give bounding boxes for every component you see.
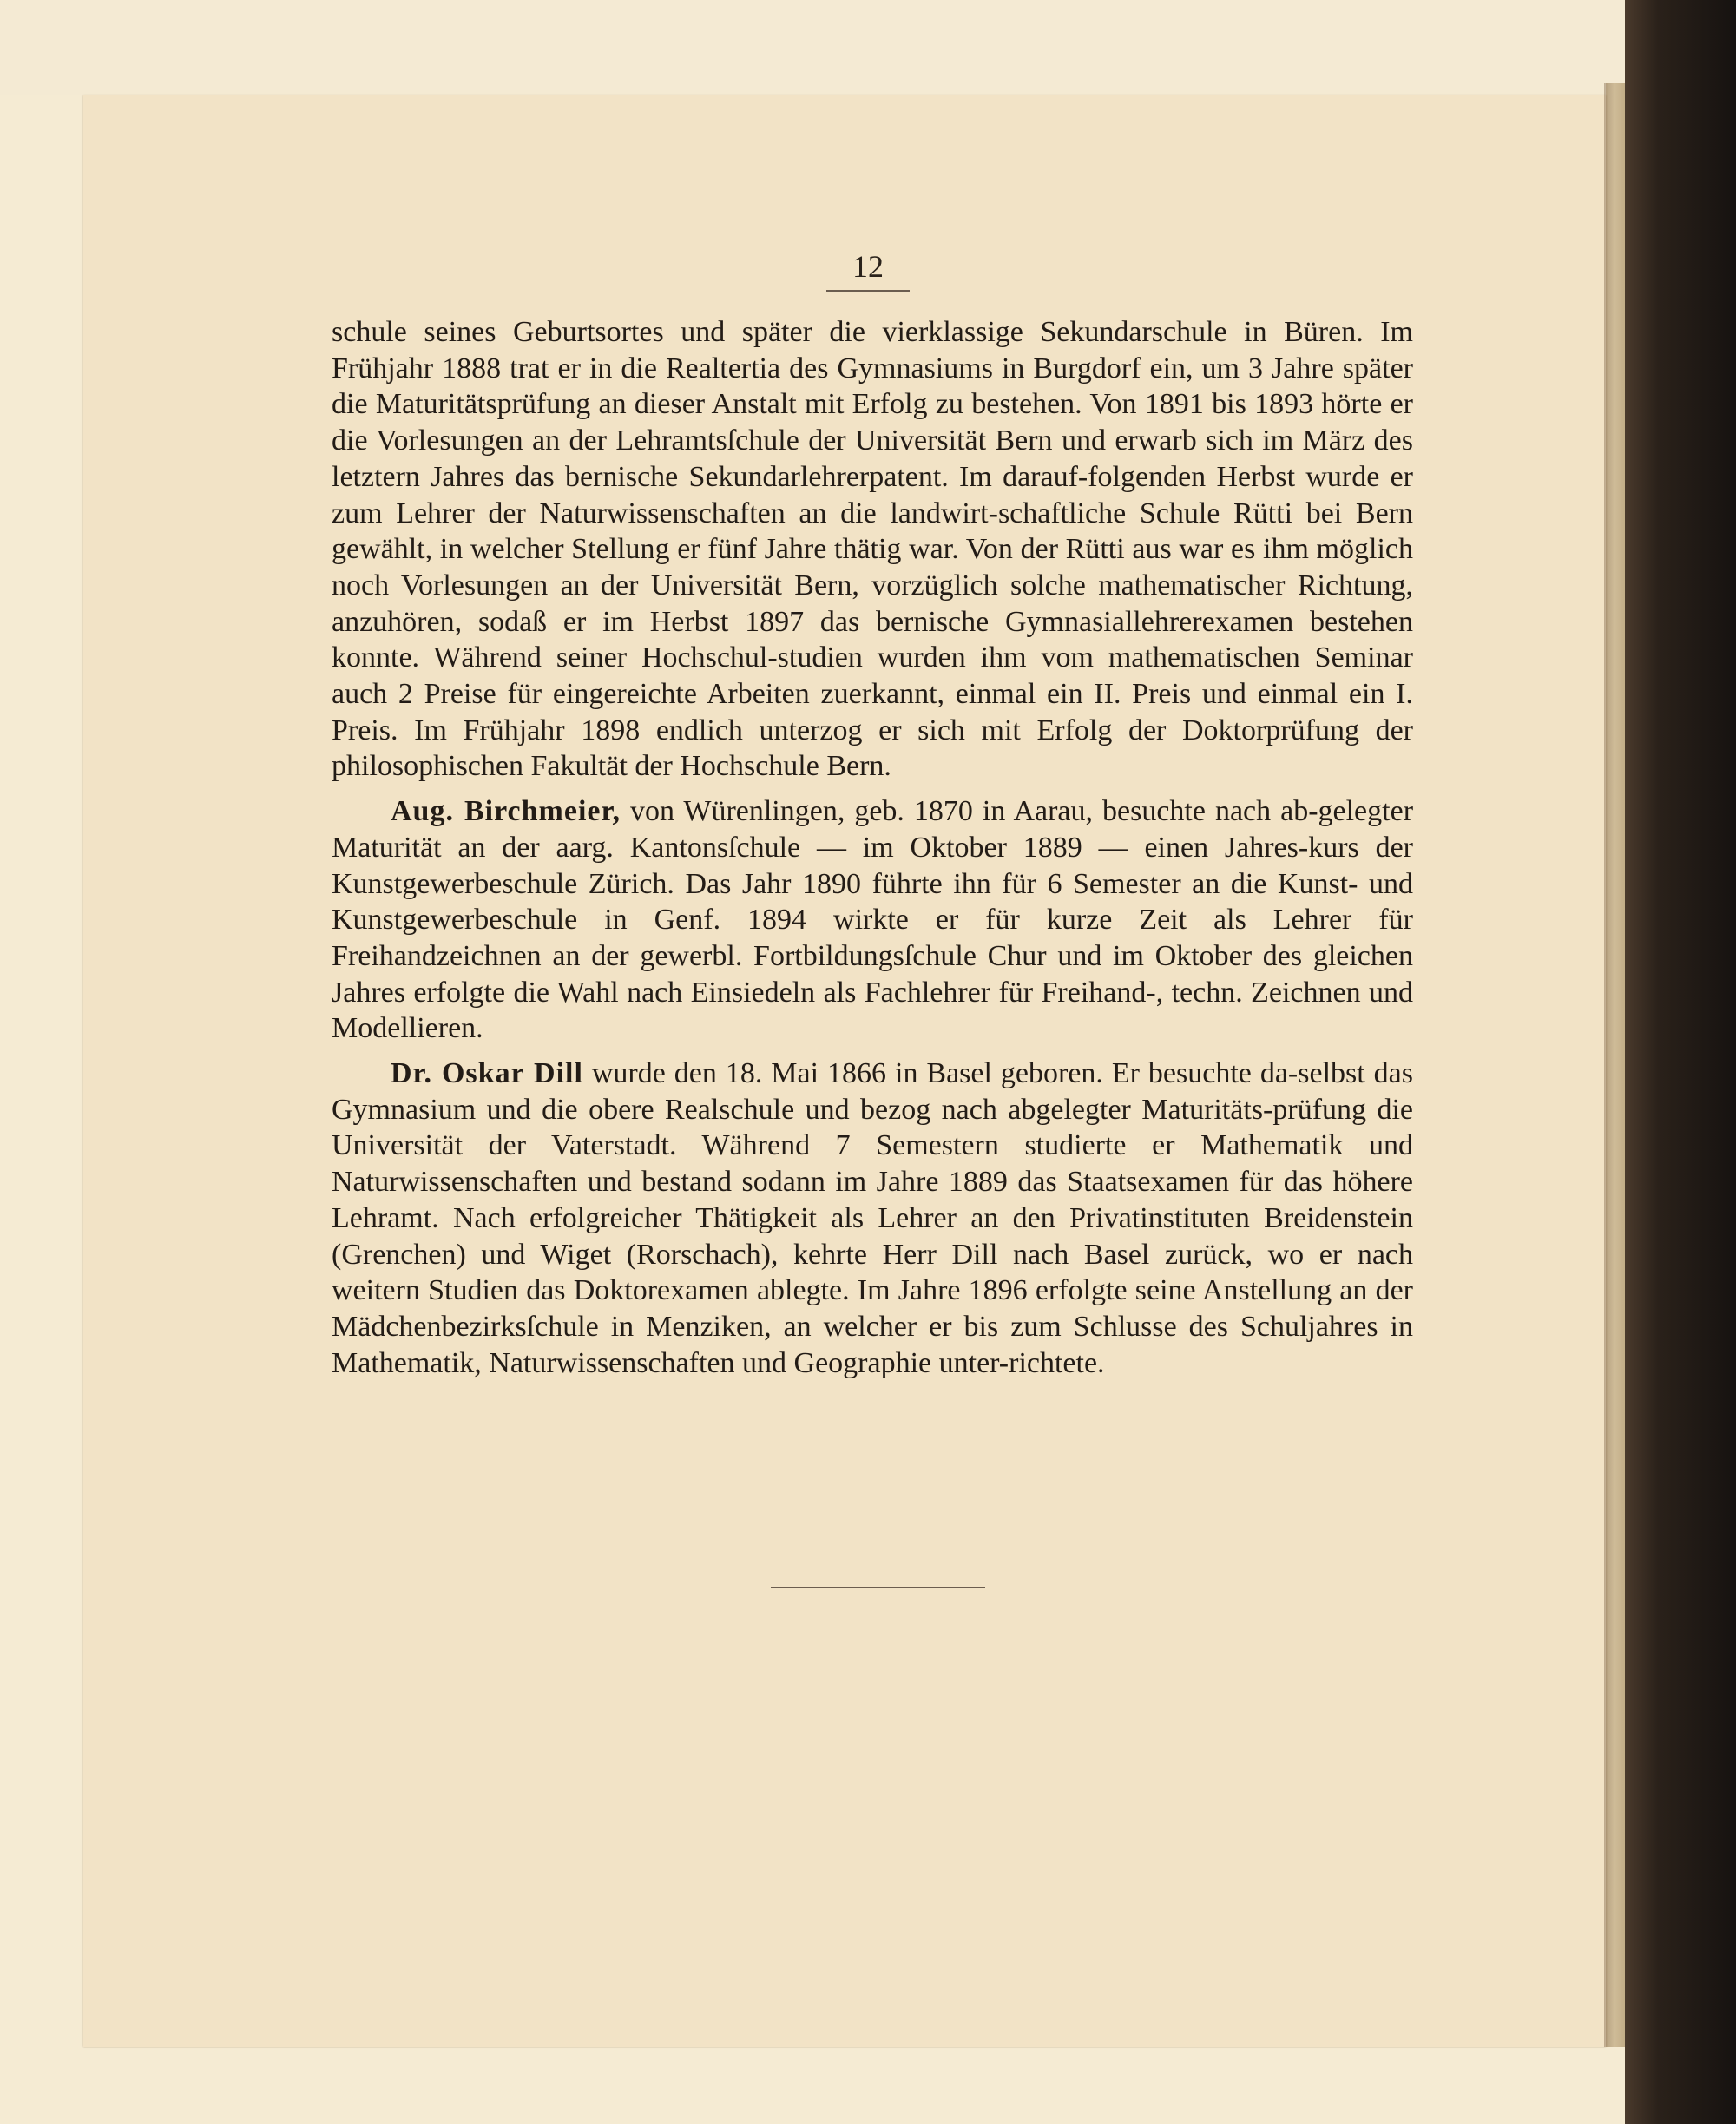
paragraph-birchmeier-text: von Würenlingen, geb. 1870 in Aarau, besuchte nach ab-gelegter Maturität an der aarg. Kantonsſchule — im Oktober 1889 — einen Jahres-kurs der Kunstgewerbeschule Zürich. Das Jahr 1890 führte ihn für 6 Semester an die Kunst- und Kunstgewerbeschule in Genf. 1894 wirkte er für kurze Zeit als Lehrer für Freihandzeichnen an der gewerbl. Fortbildungsſchule Chur und im Oktober des gleichen Jahres erfolgte die Wahl nach Einsiedeln als Fachlehrer für Freihand-, techn. Zeichnen und Modellieren.: [332, 795, 1414, 1045]
paragraph-dill-text: wurde den 18. Mai 1866 in Basel geboren. Er besuchte da-selbst das Gymnasium und die obere Realschule und bezog nach abgelegter Maturitäts-prüfung die Universität der Vaterstadt. Während 7 Semestern studierte er Mathematik und Naturwissenschaften und bestand sodann im Jahre 1889 das Staatsexamen für das höhere Lehramt. Nach erfolgreicher Thätigkeit als Lehrer an den Privatinstituten Breidenstein (Grenchen) und Wiget (Rorschach), kehrte Herr Dill nach Basel zurück, wo er nach weitern Studien das Doktorexamen ablegte. Im Jahre 1896 erfolgte seine Anstellung an der Mädchenbezirksſchule in Menziken, an welcher er bis zum Schlusse des Schuljahres in Mathematik, Naturwissenschaften und Geographie unter-richtete.: [332, 1057, 1413, 1379]
paragraph-continued: schule seines Geburtsortes und später die vierklassige Sekundarschule in Büren. Im Frühjahr 1888 trat er in die Realtertia des Gymnasiums in Burgdorf ein, um 3 Jahre später die Maturitätsprüfung an dieser Anstalt mit Erfolg zu bestehen. Von 1891 bis 1893 hörte er die Vorlesungen an der Lehramtsſchule der Universität Bern und erwarb sich im März des letztern Jahres das bernische Sekundarlehrerpatent. Im darauf-folgenden Herbst wurde er zum Lehrer der Naturwissenschaften an die landwirt-schaftliche Schule Rütti bei Bern gewählt, in welcher Stellung er fünf Jahre thätig war. Von der Rütti aus war es ihm möglich noch Vorlesungen an der Universität Bern, vorzüglich solche mathematischer Richtung, anzuhören, sodaß er im Herbst 1897 das bernische Gymnasiallehrerexamen bestehen konnte. Während seiner Hochschul-studien wurden ihm vom mathematischen Seminar auch 2 Preise für eingereichte Arbeiten zuerkannt, einmal ein II. Preis und einmal ein I. Preis. Im Frühjahr 1898 endlich unterzog er sich mit Erfolg der Doktorprüfung der philosophischen Fakultät der Hochschule Bern.: [332, 316, 1413, 783]
closing-rule: [771, 1587, 985, 1588]
paragraph-dill: [332, 1055, 1413, 1381]
person-name-dill: Dr. Oskar Dill: [391, 1057, 583, 1090]
body-text: [332, 314, 1413, 1381]
page-number: 12: [826, 248, 910, 292]
book-spine: [1625, 0, 1736, 2124]
paragraph-birchmeier: [332, 793, 1413, 1047]
person-name-birchmeier: Aug. Birchmeier,: [391, 795, 621, 828]
binding-shadow: [1604, 83, 1614, 2047]
scan-top-margin: [0, 0, 1736, 95]
